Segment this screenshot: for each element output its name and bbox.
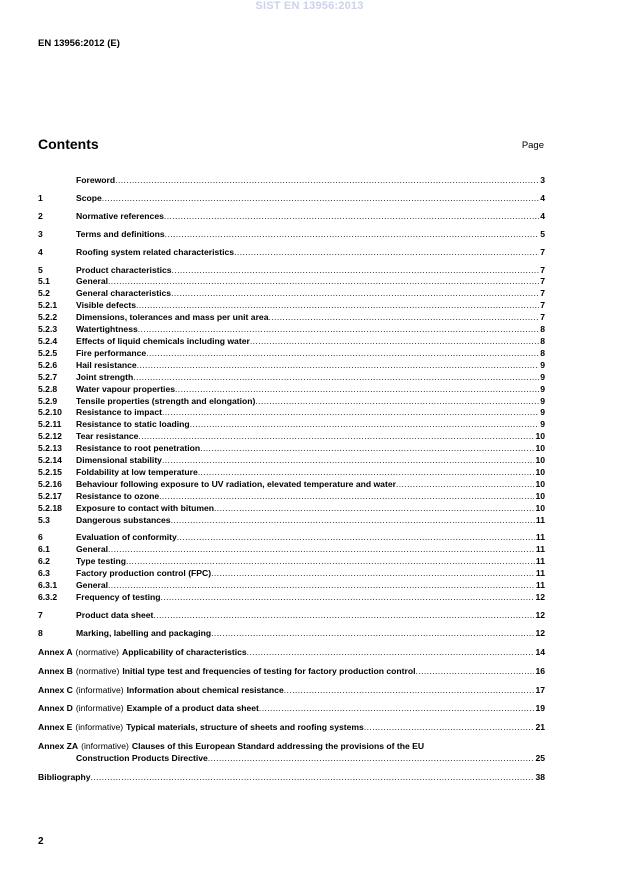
toc-entry[interactable]	[38, 407, 545, 419]
toc-entry-page: 11	[535, 580, 545, 591]
toc-entry[interactable]	[38, 360, 545, 372]
toc-entry-title: Roofing system related characteristics	[76, 246, 235, 257]
dot-leader	[136, 300, 539, 312]
toc-entry-number: 5.2.17	[38, 490, 62, 501]
toc-entry-number: 1	[38, 192, 43, 203]
dot-leader	[247, 647, 535, 659]
toc-entry[interactable]	[38, 324, 545, 336]
annex-page: 17	[535, 684, 545, 695]
toc-entry-title: Foldability at low temperature	[76, 466, 198, 477]
annex-za-line2	[38, 753, 545, 765]
toc-entry-title: Product characteristics	[76, 264, 172, 275]
annex-page: 25	[535, 753, 545, 764]
dot-leader	[200, 443, 534, 455]
toc-entry-page: 9	[540, 407, 545, 418]
toc-entry-title: Resistance to root penetration	[76, 443, 201, 454]
toc-entry[interactable]	[38, 580, 545, 592]
toc-entry[interactable]	[38, 610, 545, 622]
toc-entry[interactable]	[38, 491, 545, 503]
annex-label: Annex B	[38, 665, 73, 676]
dot-leader	[164, 211, 539, 223]
toc-entry-number: 5.2.14	[38, 455, 62, 466]
dot-leader	[133, 372, 539, 384]
toc-entry[interactable]	[38, 628, 545, 640]
toc-entry[interactable]	[38, 312, 545, 324]
dot-leader	[234, 247, 539, 259]
toc-entry-title: Behaviour following exposure to UV radiation, elevated temperature and water	[76, 478, 396, 489]
toc-entry-page: 9	[540, 395, 545, 406]
toc-entry-title: Tensile properties (strength and elongation)	[76, 395, 256, 406]
toc-entry-number: 2	[38, 210, 43, 221]
toc-entry-page: 7	[540, 264, 545, 275]
toc-entry-title: General	[76, 580, 109, 591]
page-column-label: Page	[521, 140, 544, 151]
toc-entry-page: 10	[535, 455, 545, 466]
toc-entry-page: 12	[535, 609, 545, 620]
toc-entry-title: Dimensional stability	[76, 455, 162, 466]
toc-entry-number: 8	[38, 627, 43, 638]
toc-entry[interactable]	[38, 193, 545, 205]
annex-entry-za[interactable]	[38, 741, 545, 765]
toc-entry-number: 5	[38, 264, 43, 275]
toc-entry-number: 5.2.8	[38, 383, 58, 394]
toc-entry-page: 7	[540, 246, 545, 257]
toc-entry[interactable]	[38, 247, 545, 259]
annex-page: 21	[535, 722, 545, 733]
annex-type: (informative)	[81, 741, 129, 752]
annex-title: Clauses of this European Standard addressing the provisions of the EU	[131, 741, 425, 752]
toc-entry-title: General characteristics	[76, 288, 172, 299]
dot-leader	[172, 265, 540, 277]
dot-leader	[259, 703, 535, 715]
toc-entry-title: Marking, labelling and packaging	[76, 627, 212, 638]
toc-entry-title: Dimensions, tolerances and mass per unit area	[76, 312, 269, 323]
dot-leader	[208, 753, 535, 765]
toc-entry[interactable]	[38, 396, 545, 408]
toc-entry[interactable]	[38, 568, 545, 580]
dot-leader	[175, 384, 539, 396]
toc-entry-page: 7	[540, 312, 545, 323]
toc-entry-number: 6.2	[38, 556, 50, 567]
toc-entry[interactable]	[38, 455, 545, 467]
dot-leader	[171, 515, 535, 527]
toc-entry-page: 11	[535, 568, 545, 579]
annex-label: Annex C	[38, 684, 73, 695]
toc-entry[interactable]	[38, 515, 545, 527]
toc-entry[interactable]	[38, 479, 545, 491]
toc-entry[interactable]	[38, 532, 545, 544]
dot-leader	[108, 544, 535, 556]
dot-leader	[214, 503, 534, 515]
annex-entry[interactable]	[38, 722, 545, 734]
bibliography-entry[interactable]	[38, 772, 545, 784]
document-id: EN 13956:2012 (E)	[38, 38, 120, 49]
toc-entry-title: Frequency of testing	[76, 592, 161, 602]
annex-type: (informative)	[75, 684, 124, 695]
bibliography-page: 38	[535, 772, 545, 783]
toc-entry-number: 6.1	[38, 544, 50, 555]
toc-entry-number: 5.2.16	[38, 478, 62, 489]
toc-entry-title: Watertightness	[76, 324, 138, 335]
toc-entry[interactable]	[38, 544, 545, 556]
toc-entry-number: 5.2.6	[38, 359, 58, 370]
toc-entry-page: 9	[540, 383, 545, 394]
annex-title: Information about chemical resistance	[126, 684, 284, 695]
annex-title: Typical materials, structure of sheets and roofing systems	[126, 722, 364, 733]
toc-entry[interactable]	[38, 419, 545, 431]
dot-leader	[255, 396, 539, 408]
toc-entry-title: Terms and definitions	[76, 228, 165, 239]
toc-entry-page: 11	[535, 532, 545, 543]
page-number: 2	[38, 836, 44, 847]
dot-leader	[91, 772, 535, 784]
toc-entry-page: 10	[535, 431, 545, 442]
dot-leader	[137, 360, 540, 372]
annex-za-line1	[38, 741, 545, 753]
toc-entry-title: Scope	[76, 192, 102, 203]
toc-entry-number: 5.2.7	[38, 371, 58, 382]
toc-entry[interactable]	[38, 265, 545, 277]
dot-leader	[162, 455, 534, 467]
annex-type: (normative)	[75, 665, 120, 676]
toc-entry-page: 10	[535, 443, 545, 454]
toc-entry-title: Factory production control (FPC)	[76, 568, 212, 579]
annex-page: 19	[535, 703, 545, 714]
dot-leader	[177, 532, 535, 544]
toc-entry-page: 4	[540, 210, 545, 221]
toc-entry-number: 5.2.18	[38, 502, 62, 513]
dot-leader	[190, 419, 540, 431]
toc-entry-title: Hail resistance	[76, 359, 137, 370]
toc-entry[interactable]	[38, 211, 545, 223]
toc-entry[interactable]	[38, 288, 545, 300]
toc-entry-title: Resistance to impact	[76, 407, 162, 418]
toc-entry[interactable]	[38, 300, 545, 312]
toc-entry-title: Fire performance	[76, 347, 147, 358]
annex-entry[interactable]	[38, 703, 545, 715]
toc-entry-page: 9	[540, 359, 545, 370]
dot-leader	[126, 556, 535, 568]
dot-leader	[211, 568, 535, 580]
toc-entry-number: 6	[38, 532, 43, 543]
annex-page: 16	[535, 665, 545, 676]
toc-entry-number: 5.2.5	[38, 347, 58, 358]
toc-entry-title: Evaluation of conformity	[76, 532, 177, 543]
toc-entry-title: Normative references	[76, 210, 164, 221]
toc-entry-page: 5	[540, 228, 545, 239]
dot-leader	[108, 276, 539, 288]
toc-entry-page: 10	[535, 478, 545, 489]
toc-entry-page: 4	[540, 192, 545, 203]
dot-leader	[364, 722, 535, 734]
dot-leader	[138, 324, 539, 336]
toc-entry-number: 3	[38, 228, 43, 239]
toc-entry-title: Water vapour properties	[76, 383, 176, 394]
toc-entry-number: 5.2.4	[38, 335, 58, 346]
toc-entry-page: 7	[540, 276, 545, 287]
dot-leader	[198, 467, 535, 479]
toc-entry-page: 10	[535, 502, 545, 513]
toc-entry-title: Type testing	[76, 556, 126, 567]
annex-type: (informative)	[75, 722, 124, 733]
annex-entry[interactable]	[38, 666, 545, 678]
dot-leader	[211, 628, 534, 640]
toc-entry-page: 7	[540, 300, 545, 311]
dot-leader	[161, 592, 535, 604]
watermark: SIST EN 13956:2013	[255, 0, 364, 12]
toc-entry-page: 8	[540, 324, 545, 335]
toc-entry-number: 5.1	[38, 276, 50, 287]
toc-entry-title: General	[76, 544, 109, 555]
dot-leader	[115, 175, 539, 187]
toc-entry-page: 12	[535, 627, 545, 638]
toc-entry[interactable]	[38, 348, 545, 360]
toc-entry-page: 10	[535, 490, 545, 501]
toc-entry-number: 5.2.11	[38, 419, 62, 430]
dot-leader	[146, 348, 539, 360]
dot-leader	[153, 610, 534, 622]
toc-entry-number: 6.3.2	[38, 592, 58, 602]
toc-entry-number: 5.2.15	[38, 466, 62, 477]
toc-entry-title: Resistance to static loading	[76, 419, 190, 430]
toc-entry-page: 7	[540, 288, 545, 299]
toc-entry[interactable]	[38, 372, 545, 384]
annex-type: (normative)	[75, 646, 120, 657]
toc-entry-title: Tear resistance	[76, 431, 139, 442]
toc-entry-number: 5.2.13	[38, 443, 62, 454]
toc-entry-number: 6.3	[38, 568, 50, 579]
annex-label: Annex A	[38, 646, 73, 657]
dot-leader	[250, 336, 539, 348]
toc-entry-title: General	[76, 276, 109, 287]
toc-entry-number: 5.2.10	[38, 407, 62, 418]
annex-title: Example of a product data sheet	[126, 703, 259, 714]
annex-entry[interactable]	[38, 685, 545, 697]
dot-leader	[102, 193, 539, 205]
dot-leader	[396, 479, 534, 491]
annex-type: (informative)	[75, 703, 124, 714]
toc-entry-title: Resistance to ozone	[76, 490, 160, 501]
toc-entry[interactable]	[38, 175, 545, 187]
annex-label: Annex ZA	[38, 741, 79, 752]
toc-entry-title: Visible defects	[76, 300, 137, 311]
toc-entry-page: 11	[535, 514, 545, 525]
dot-leader	[416, 666, 535, 678]
toc-entry-number: 5.3	[38, 514, 50, 525]
dot-leader	[138, 431, 534, 443]
toc-entry[interactable]	[38, 336, 545, 348]
toc-entry-title: Dangerous substances	[76, 514, 171, 525]
toc-entry[interactable]	[38, 443, 545, 455]
toc-entry-title: Foreword	[76, 175, 116, 185]
toc-entry[interactable]	[38, 556, 545, 568]
bibliography-title: Bibliography	[38, 772, 91, 783]
toc-entry[interactable]	[38, 276, 545, 288]
toc-entry-title: Joint strength	[76, 371, 134, 382]
dot-leader	[171, 288, 539, 300]
toc-entry-title: Product data sheet	[76, 609, 154, 620]
annex-entry[interactable]	[38, 647, 545, 659]
toc-entry-title: Effects of liquid chemicals including water	[76, 335, 250, 346]
annex-label: Annex E	[38, 722, 73, 733]
toc-entry-number: 4	[38, 246, 43, 257]
table-of-contents	[38, 175, 545, 784]
dot-leader	[108, 580, 535, 592]
toc-entry-page: 8	[540, 335, 545, 346]
toc-entry-page: 8	[540, 347, 545, 358]
annex-label: Annex D	[38, 703, 73, 714]
toc-entry-number: 5.2.9	[38, 395, 58, 406]
toc-entry-number: 5.2.1	[38, 300, 58, 311]
toc-entry[interactable]	[38, 467, 545, 479]
dot-leader	[162, 407, 539, 419]
annex-title: Applicability of characteristics	[122, 646, 247, 657]
toc-entry-number: 5.2	[38, 288, 50, 299]
toc-entry-page: 10	[535, 466, 545, 477]
toc-entry[interactable]	[38, 503, 545, 515]
toc-entry-number: 7	[38, 609, 43, 620]
dot-leader	[165, 229, 540, 241]
annex-title: Initial type test and frequencies of testing for factory production control	[122, 665, 416, 676]
toc-entry[interactable]	[38, 229, 545, 241]
toc-entry-number: 5.2.3	[38, 324, 58, 335]
toc-entry-page: 11	[535, 556, 545, 567]
toc-entry-title: Exposure to contact with bitumen	[76, 502, 214, 513]
annex-title-cont: Construction Products Directive	[76, 753, 208, 764]
toc-entry-page: 12	[535, 592, 545, 602]
toc-entry-page: 3	[540, 175, 545, 185]
dot-leader	[284, 685, 535, 697]
toc-entry-page: 11	[535, 544, 545, 555]
dot-leader	[159, 491, 534, 503]
toc-entry-page: 9	[540, 419, 545, 430]
toc-entry[interactable]	[38, 431, 545, 443]
dot-leader	[268, 312, 539, 324]
contents-title: Contents	[38, 136, 99, 152]
toc-entry-number: 5.2.2	[38, 312, 58, 323]
toc-entry-number: 5.2.12	[38, 431, 62, 442]
toc-entry-page: 9	[540, 371, 545, 382]
annex-page: 14	[535, 646, 545, 657]
toc-entry[interactable]	[38, 592, 545, 604]
toc-entry[interactable]	[38, 384, 545, 396]
toc-entry-number: 6.3.1	[38, 580, 58, 591]
